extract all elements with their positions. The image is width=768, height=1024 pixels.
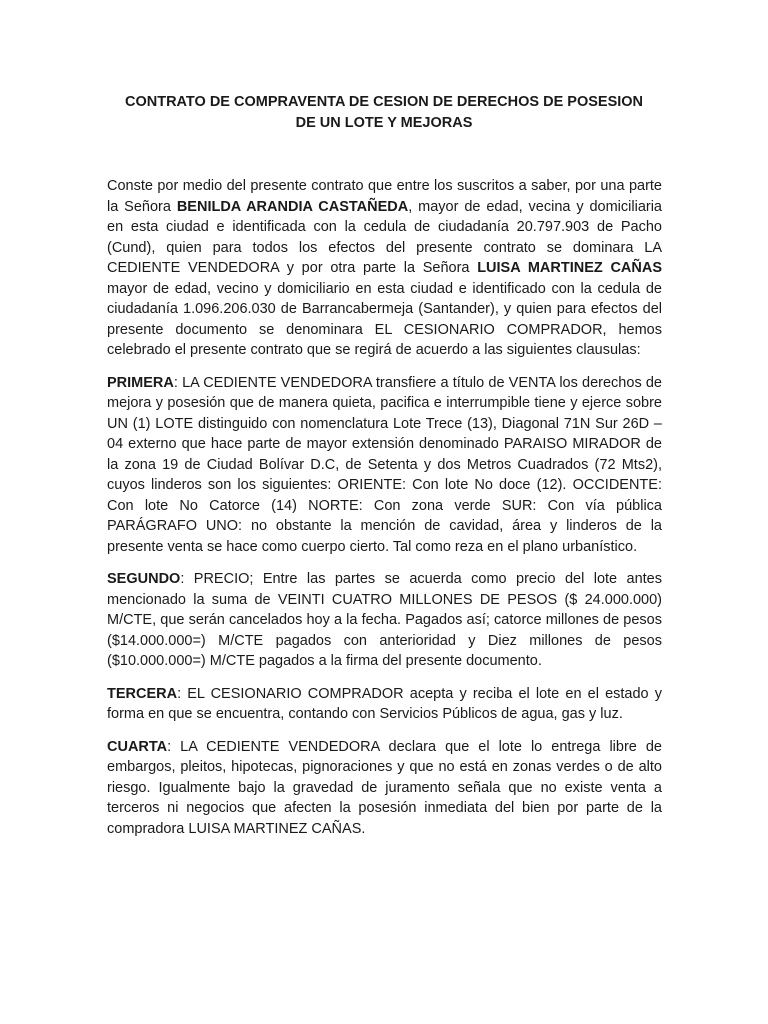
title-line-1: CONTRATO DE COMPRAVENTA DE CESION DE DERECHOS DE POSESION — [124, 94, 644, 110]
clause-text: : EL CESIONARIO COMPRADOR acepta y reciba el lote en el estado y forma en que se encuentra, contando con Servicios Públicos de agua, gas y luz. — [107, 685, 662, 722]
clause-label: SEGUNDO — [107, 571, 181, 587]
buyer-name: LUISA MARTINEZ CAÑAS — [477, 260, 662, 276]
clause-label: PRIMERA — [107, 374, 174, 391]
intro-text-2: , mayor de edad, vecina y domiciliaria en esta ciudad e identificada con la cedula de ciudadanía 20.797.903 de Pacho (Cund), quien para todos los efectos del presente contrato se dominara LA CEDIENTE VENDEDORA y por otra parte la Señora — [107, 198, 662, 276]
clause-text: : LA CEDIENTE VENDEDORA declara que el lote lo entrega libre de embargos, pleitos, hipotecas, pignoraciones y que no está en zonas verdes o de alto riesgo. Igualmente bajo la gravedad de juramento señala que no existe venta a terceros ni negocios que afecten la posesión inmediata del bien por parte de la compradora LUISA MARTINEZ CAÑAS. — [107, 738, 662, 837]
clause-label: TERCERA — [107, 685, 178, 702]
clause-label: CUARTA — [107, 738, 168, 755]
document-title — [100, 92, 668, 134]
title-line-2: DE UN LOTE Y MEJORAS — [295, 115, 473, 131]
clause-primera — [107, 373, 662, 558]
document-body — [107, 176, 662, 851]
intro-text-3: mayor de edad, vecino y domiciliario en esta ciudad e identificado con la cedula de ciudadanía 1.096.206.030 de Barrancabermeja (Santander), y quien para efectos del presente documento se denominara EL CESIONARIO COMPRADOR, hemos celebrado el presente contrato que se regirá de acuerdo a las siguientes clausulas: — [107, 280, 662, 358]
intro-paragraph — [107, 176, 662, 361]
seller-name: BENILDA ARANDIA CASTAÑEDA — [176, 198, 409, 215]
clause-segundo — [107, 569, 662, 672]
clause-text: : LA CEDIENTE VENDEDORA transfiere a título de VENTA los derechos de mejora y posesión que de manera quieta, pacifica e interrumpible tiene y ejerce sobre UN (1) LOTE distinguido con nomenclatura Lote Trece (13), Diagonal 71N Sur 26D – 04 externo que hace parte de mayor extensión denominado PARAISO MIRADOR de la zona 19 de Ciudad Bolívar D.C, de Setenta y dos Metros Cuadrados (72 Mts2), cuyos linderos son los siguientes: ORIENTE: Con lote No doce (12). OCCIDENTE: Con lote No Catorce (14) NORTE: Con zona verde SUR: Con vía pública PARÁGRAFO UNO: no obstante la mención de cavidad, área y linderos de la presente venta se hace como cuerpo cierto. Tal como reza en el plano urbanístico. — [107, 374, 662, 555]
clause-tercera — [107, 684, 662, 725]
clause-text: : PRECIO; Entre las partes se acuerda como precio del lote antes mencionado la suma de VEINTI CUATRO MILLONES DE PESOS ($ 24.000.000) M/CTE, que serán cancelados hoy a la fecha. Pagados así; catorce millones de pesos ($14.000.000=) M/CTE pagados con anterioridad y Diez millones de pesos ($10.000.000=) M/CTE pagados a la firma del presente documento. — [107, 571, 662, 669]
clause-cuarta — [107, 737, 662, 840]
intro-text-1: Conste por medio del presente contrato que entre los suscritos a saber, por una parte la Señora — [107, 178, 662, 215]
